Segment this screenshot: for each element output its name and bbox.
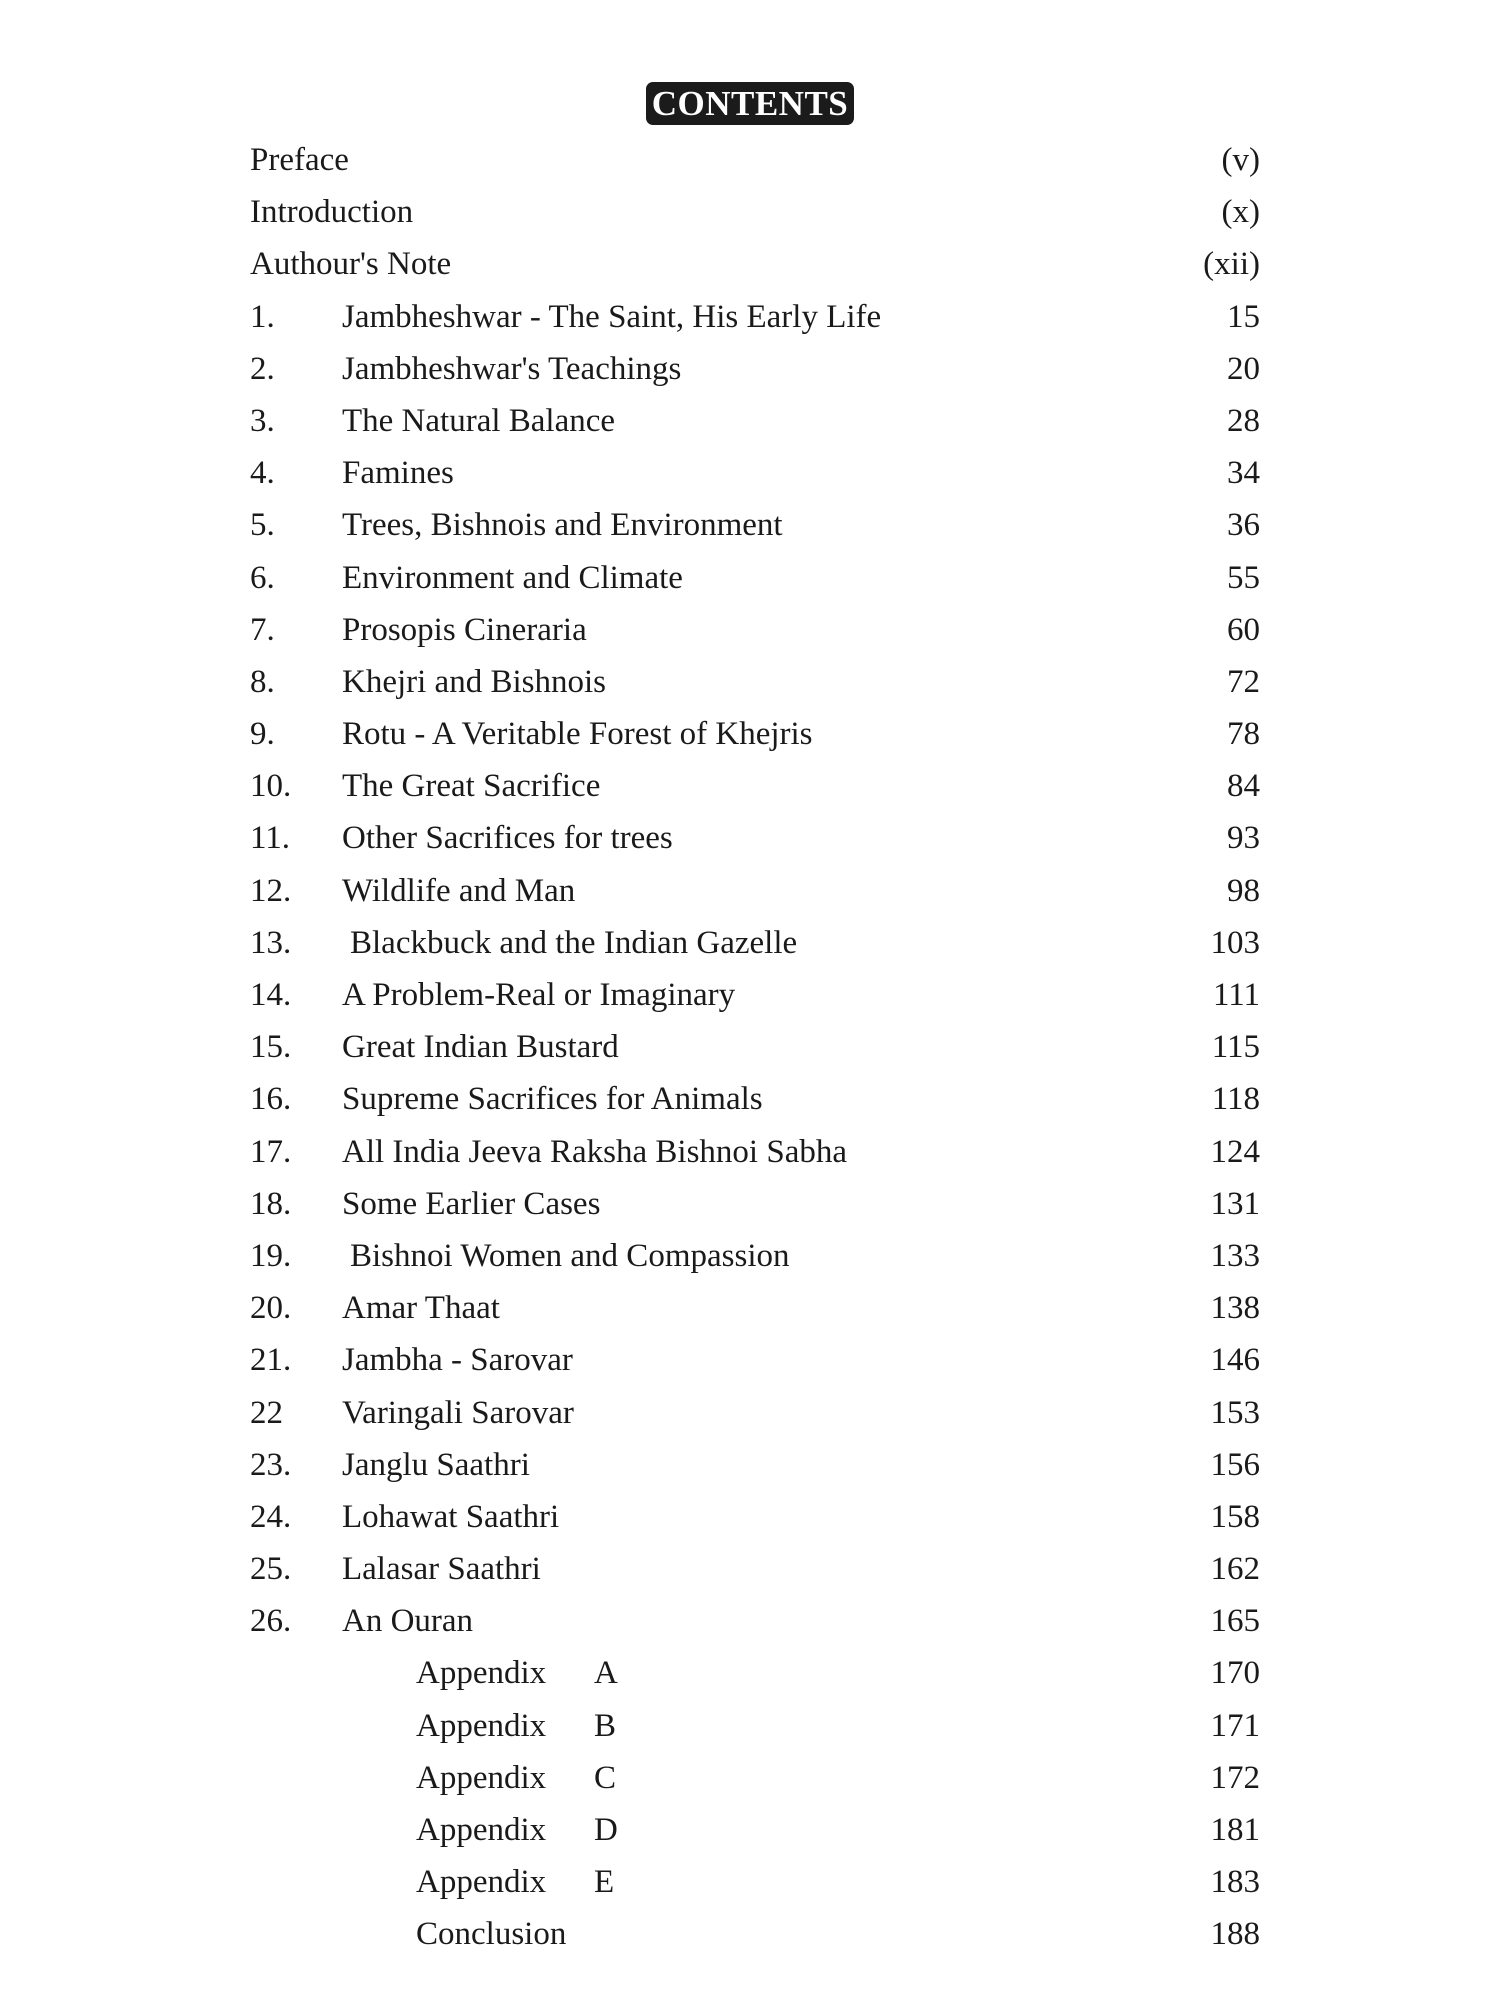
chapter-number: 2. (250, 350, 275, 387)
chapter-number: 26. (250, 1603, 292, 1640)
chapter-number: 12. (250, 872, 292, 909)
entry-page-number: 78 (1227, 716, 1260, 753)
chapter-title: Lalasar Saathri (342, 1551, 541, 1588)
toc-entry-appendix (250, 1752, 1260, 1804)
chapter-number: 20. (250, 1290, 292, 1327)
chapter-number: 14. (250, 977, 292, 1013)
entry-page-number: 170 (1210, 1655, 1260, 1692)
chapter-number: 9. (250, 716, 275, 753)
heading-container (0, 82, 1500, 125)
toc-entry-appendix (250, 1700, 1260, 1752)
entry-page-number: 115 (1211, 1029, 1260, 1066)
toc-entry-chapter (250, 917, 1260, 969)
toc-entry-appendix (250, 1804, 1260, 1856)
toc-entry-chapter (250, 1126, 1260, 1178)
entry-page-number: 118 (1211, 1081, 1260, 1118)
appendix-letter: D (594, 1812, 618, 1848)
toc-entry-chapter (250, 343, 1260, 395)
chapter-title: Jambha - Sarovar (342, 1342, 573, 1379)
appendix-letter: B (594, 1707, 617, 1744)
toc-entry-chapter (250, 1491, 1260, 1543)
chapter-number: 7. (250, 611, 275, 648)
entry-page-number: 156 (1210, 1446, 1260, 1483)
toc-entry-chapter (250, 291, 1260, 343)
toc-entry-conclusion (250, 1908, 1260, 1960)
appendix-label: Appendix (416, 1864, 547, 1901)
entry-page-number: 36 (1227, 507, 1260, 544)
appendix-label: Appendix (416, 1812, 547, 1848)
entry-page-number: 34 (1227, 455, 1260, 492)
toc-entry-chapter (250, 1439, 1260, 1491)
chapter-title: Bishnoi Women and Compassion (350, 1237, 790, 1274)
chapter-title: Supreme Sacrifices for Animals (342, 1081, 763, 1118)
toc-entry-chapter (250, 969, 1260, 1021)
chapter-title: A Problem-Real or Imaginary (342, 977, 736, 1013)
chapter-number: 23. (250, 1446, 292, 1483)
toc-entry-chapter (250, 812, 1260, 864)
chapter-title: Some Earlier Cases (342, 1185, 601, 1222)
chapter-title: All India Jeeva Raksha Bishnoi Sabha (342, 1133, 847, 1170)
entry-page-number: 171 (1210, 1707, 1260, 1744)
entry-page-number: 131 (1210, 1185, 1260, 1222)
entry-page-number: 72 (1227, 663, 1260, 700)
toc-entry-chapter (250, 1334, 1260, 1386)
entry-title: Introduction (250, 194, 414, 231)
entry-page-number: 124 (1210, 1133, 1260, 1170)
table-of-contents (250, 134, 1260, 1961)
chapter-title: Rotu - A Veritable Forest of Khejris (342, 716, 813, 753)
toc-entry-chapter (250, 604, 1260, 656)
chapter-number: 21. (250, 1342, 292, 1379)
entry-page-number: 98 (1227, 872, 1260, 909)
entry-page-number: 111 (1212, 977, 1260, 1013)
entry-page-number: (x) (1221, 194, 1260, 231)
toc-entry-chapter (250, 1282, 1260, 1334)
entry-page-number: (xii) (1203, 246, 1260, 283)
toc-entry-chapter (250, 760, 1260, 812)
chapter-number: 8. (250, 663, 275, 700)
chapter-number: 4. (250, 455, 275, 492)
chapter-title: Blackbuck and the Indian Gazelle (350, 924, 798, 961)
appendix-label: Appendix (416, 1759, 547, 1796)
entry-page-number: 28 (1227, 402, 1260, 439)
toc-entry-chapter (250, 1595, 1260, 1647)
entry-page-number: 183 (1210, 1864, 1260, 1901)
conclusion-title: Conclusion (416, 1916, 567, 1953)
toc-entry-chapter (250, 865, 1260, 917)
appendix-letter: C (594, 1759, 617, 1796)
toc-entry-appendix (250, 1856, 1260, 1908)
toc-entry-front (250, 134, 1260, 186)
chapter-number: 19. (250, 1237, 292, 1274)
entry-page-number: 138 (1210, 1290, 1260, 1327)
entry-page-number: 133 (1210, 1237, 1260, 1274)
entry-page-number: 158 (1210, 1498, 1260, 1535)
entry-title: Authour's Note (250, 246, 452, 283)
entry-page-number: 55 (1227, 559, 1260, 596)
toc-entry-chapter (250, 499, 1260, 551)
entry-title: Preface (250, 142, 349, 178)
chapter-title: Other Sacrifices for trees (342, 820, 673, 857)
toc-entry-appendix (250, 1647, 1260, 1699)
toc-entry-chapter (250, 1021, 1260, 1073)
chapter-number: 18. (250, 1185, 292, 1222)
chapter-title: The Great Sacrifice (342, 768, 601, 805)
chapter-title: Amar Thaat (342, 1290, 500, 1327)
toc-entry-chapter (250, 708, 1260, 760)
chapter-title: Varingali Sarovar (342, 1394, 574, 1431)
appendix-letter: A (594, 1655, 618, 1692)
toc-entry-chapter (250, 552, 1260, 604)
chapter-title: Khejri and Bishnois (342, 663, 606, 700)
chapter-number: 1. (250, 298, 275, 335)
entry-page-number: 93 (1227, 820, 1260, 857)
chapter-title: Trees, Bishnois and Environment (342, 507, 783, 544)
chapter-number: 25. (250, 1551, 292, 1588)
toc-entry-chapter (250, 395, 1260, 447)
toc-entry-chapter (250, 1178, 1260, 1230)
toc-entry-chapter (250, 1387, 1260, 1439)
chapter-title: Wildlife and Man (342, 872, 576, 909)
toc-entry-front (250, 238, 1260, 290)
entry-page-number: 84 (1227, 768, 1260, 805)
chapter-title: Janglu Saathri (342, 1446, 530, 1483)
entry-page-number: 153 (1210, 1394, 1260, 1431)
toc-entry-chapter (250, 447, 1260, 499)
chapter-number: 16. (250, 1081, 292, 1118)
entry-page-number: 172 (1210, 1759, 1260, 1796)
entry-page-number: (v) (1221, 142, 1260, 178)
chapter-title: The Natural Balance (342, 402, 616, 439)
entry-page-number: 181 (1210, 1812, 1260, 1848)
chapter-number: 5. (250, 507, 275, 544)
entry-page-number: 60 (1227, 611, 1260, 648)
entry-page-number: 15 (1227, 298, 1260, 335)
chapter-number: 10. (250, 768, 292, 805)
contents-heading: CONTENTS (646, 82, 855, 125)
toc-entry-chapter (250, 1230, 1260, 1282)
toc-entry-chapter (250, 656, 1260, 708)
appendix-list (250, 1647, 1260, 1908)
entry-page-number: 20 (1227, 350, 1260, 387)
entry-page-number: 103 (1210, 924, 1260, 961)
toc-entry-chapter (250, 1543, 1260, 1595)
chapter-number: 15. (250, 1029, 292, 1066)
chapter-number: 6. (250, 559, 275, 596)
chapter-number: 13. (250, 924, 292, 961)
entry-page-number: 165 (1210, 1603, 1260, 1640)
chapter-title: Jambheshwar's Teachings (342, 350, 682, 387)
entry-page-number: 162 (1210, 1551, 1260, 1588)
appendix-letter: E (594, 1864, 615, 1901)
chapter-title: Jambheshwar - The Saint, His Early Life (342, 298, 882, 335)
chapter-number: 17. (250, 1133, 292, 1170)
chapter-list (250, 291, 1260, 1648)
chapter-title: Environment and Climate (342, 559, 683, 596)
front-matter-list (250, 134, 1260, 291)
chapter-title: Great Indian Bustard (342, 1029, 619, 1066)
chapter-title: Prosopis Cineraria (342, 611, 587, 648)
appendix-label: Appendix (416, 1707, 547, 1744)
chapter-title: Lohawat Saathri (342, 1498, 560, 1535)
toc-entry-chapter (250, 1073, 1260, 1125)
chapter-number: 24. (250, 1498, 292, 1535)
chapter-title: An Ouran (342, 1603, 474, 1640)
toc-entry-front (250, 186, 1260, 238)
chapter-title: Famines (342, 455, 454, 492)
chapter-number: 22 (250, 1394, 283, 1431)
conclusion-page-number: 188 (1210, 1916, 1260, 1953)
entry-page-number: 146 (1210, 1342, 1260, 1379)
appendix-label: Appendix (416, 1655, 547, 1692)
chapter-number: 3. (250, 402, 275, 439)
chapter-number: 11. (250, 820, 291, 857)
